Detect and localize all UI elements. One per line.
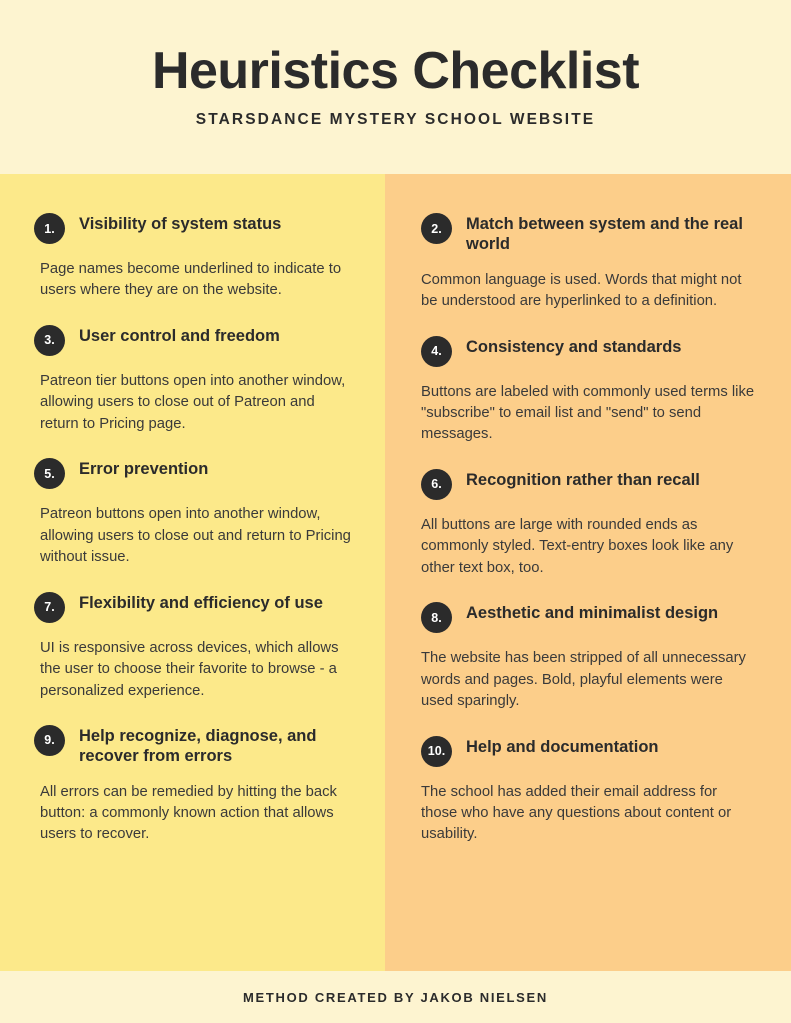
- heuristic-number-badge: 6.: [421, 469, 452, 500]
- heuristic-item: [421, 335, 757, 446]
- heuristic-body: Page names become underlined to indicate to users where they are on the website.: [40, 261, 342, 299]
- poster-header: [0, 0, 791, 174]
- heuristic-item: [421, 735, 757, 846]
- heuristic-item: [421, 468, 757, 579]
- heuristic-heading: Error prevention: [79, 460, 209, 479]
- heuristic-body: All buttons are large with rounded ends as commonly styled. Text-entry boxes look like any other text box, too.: [421, 516, 734, 576]
- heuristic-header: [421, 735, 757, 767]
- heuristic-header: [34, 724, 351, 767]
- heuristic-body: Patreon tier buttons open into another window, allowing users to close out of Patreon and return to Pricing page.: [40, 372, 346, 432]
- heuristic-number-badge: 1.: [34, 213, 65, 244]
- heuristic-item: [34, 457, 351, 568]
- heuristic-heading: User control and freedom: [79, 326, 280, 345]
- heuristic-number-badge: 9.: [34, 725, 65, 756]
- heuristic-body: Common language is used. Words that might not be understood are hyperlinked to a definition.: [421, 271, 742, 310]
- page-title: Heuristics Checklist: [151, 42, 640, 100]
- heuristic-header: [34, 324, 351, 356]
- heuristic-item: [34, 724, 351, 846]
- heuristic-body: UI is responsive across devices, which allows the user to choose their favorite to browse - a personalized experience.: [40, 639, 339, 699]
- heuristic-item: [421, 601, 757, 712]
- heuristic-header: [34, 457, 351, 489]
- heuristic-heading: Recognition rather than recall: [466, 470, 700, 489]
- heuristic-heading: Aesthetic and minimalist design: [466, 604, 719, 623]
- heuristic-item: [34, 591, 351, 702]
- heuristic-header: [34, 212, 351, 244]
- heuristic-header: [421, 212, 757, 255]
- heuristic-header: [421, 601, 757, 633]
- heuristic-number-badge: 7.: [34, 592, 65, 623]
- poster-footer: [0, 971, 791, 1023]
- heuristic-body: Patreon buttons open into another window, allowing users to close out and return to Pricing without issue.: [40, 506, 351, 566]
- heuristic-number-badge: 5.: [34, 458, 65, 489]
- heuristic-number-badge: 3.: [34, 325, 65, 356]
- heuristic-header: [421, 335, 757, 367]
- heuristic-number-badge: 4.: [421, 336, 452, 367]
- heuristic-item: [421, 212, 757, 313]
- heuristic-header: [421, 468, 757, 500]
- heuristic-heading: Help recognize, diagnose, and recover from errors: [79, 726, 317, 765]
- heuristic-header: [34, 591, 351, 623]
- heuristic-item: [34, 212, 351, 302]
- heuristic-heading: Flexibility and efficiency of use: [79, 593, 323, 612]
- heuristics-columns: [0, 174, 791, 971]
- heuristic-heading: Consistency and standards: [466, 337, 682, 356]
- page-subtitle: STARSDANCE MYSTERY SCHOOL WEBSITE: [195, 111, 596, 128]
- right-column: [385, 174, 791, 971]
- heuristic-heading: Visibility of system status: [79, 215, 282, 233]
- footer-credit: METHOD CREATED BY JAKOB NIELSEN: [242, 989, 549, 1005]
- heuristic-body: The school has added their email address for those who have any questions about content or usability.: [421, 783, 732, 843]
- heuristic-item: [34, 324, 351, 435]
- heuristic-body: Buttons are labeled with commonly used terms like "subscribe" to email list and "send" to send messages.: [421, 383, 755, 443]
- heuristic-heading: Match between system and the real world: [466, 215, 743, 253]
- left-column: [0, 174, 385, 971]
- heuristic-heading: Help and documentation: [466, 737, 659, 756]
- heuristic-body: The website has been stripped of all unnecessary words and pages. Bold, playful elements were used sparingly.: [421, 650, 746, 710]
- heuristic-number-badge: 2.: [421, 213, 452, 244]
- heuristic-number-badge: 10.: [421, 736, 452, 767]
- heuristic-number-badge: 8.: [421, 602, 452, 633]
- heuristic-body: All errors can be remedied by hitting the back button: a commonly known action that allows users to recover.: [40, 783, 337, 843]
